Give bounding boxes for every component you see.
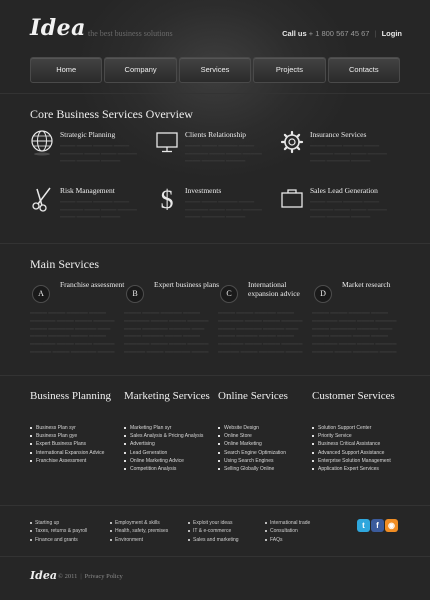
- placeholder-text: ▁▁▁▁ ▁▁▁▁ ▁▁▁▁▁ ▁▁▁▁ ▁▁▁▁▁▁ ▁▁▁▁ ▁▁▁▁ ▁▁▁▁▁ ▁▁▁▁ ▁▁▁▁▁▁ ▁▁▁▁▁: [310, 142, 387, 162]
- list-item[interactable]: International Expansion Advice: [30, 449, 122, 457]
- nav-projects[interactable]: Projects: [253, 57, 325, 83]
- footer-link[interactable]: Consultation: [265, 527, 310, 535]
- list-item[interactable]: Business Plan syr: [30, 424, 122, 432]
- list-item[interactable]: Competition Analysis: [124, 465, 216, 473]
- logo[interactable]: Idea: [30, 15, 86, 41]
- footer-link[interactable]: FAQs: [265, 536, 310, 544]
- column-heading: Customer Services: [312, 390, 395, 402]
- core-item-insurance-services[interactable]: [280, 130, 400, 178]
- column-online-services: [218, 390, 310, 473]
- list-item[interactable]: Priority Service: [312, 432, 404, 440]
- monitor-icon: [155, 130, 179, 156]
- core-item-title: Sales Lead Generation: [310, 186, 378, 195]
- placeholder-text: ▁▁▁▁ ▁▁▁▁ ▁▁▁▁▁ ▁▁▁▁ ▁▁▁▁▁▁ ▁▁▁▁ ▁▁▁▁ ▁▁▁▁▁ ▁▁▁▁ ▁▁▁▁▁▁ ▁▁▁▁▁: [60, 142, 137, 162]
- column-business-planning: [30, 390, 122, 465]
- top-bar: [282, 29, 402, 38]
- letter-badge: A: [32, 285, 50, 303]
- divider: [0, 505, 430, 506]
- core-item-clients-relationship[interactable]: [155, 130, 275, 178]
- core-item-title: Risk Management: [60, 186, 115, 195]
- core-item-title: Insurance Services: [310, 130, 367, 139]
- main-nav: [30, 57, 400, 83]
- privacy-policy-link[interactable]: Privacy Policy: [84, 573, 123, 580]
- list-item[interactable]: Marketing Plan syr: [124, 424, 216, 432]
- nav-services[interactable]: Services: [179, 57, 251, 83]
- footer-link[interactable]: Employment & skills: [110, 519, 168, 527]
- social-links: [357, 519, 398, 532]
- letter-badge: C: [220, 285, 238, 303]
- list-item[interactable]: Solution Support Center: [312, 424, 404, 432]
- copyright: [58, 573, 123, 580]
- link-list: [312, 424, 404, 473]
- list-item[interactable]: Online Store: [218, 432, 310, 440]
- nav-contacts[interactable]: Contacts: [328, 57, 400, 83]
- list-item[interactable]: Advanced Support Assistance: [312, 449, 404, 457]
- core-services-title: Core Business Services Overview: [30, 107, 193, 121]
- column-heading: Marketing Services: [124, 390, 210, 402]
- list-item[interactable]: Business Plan gye: [30, 432, 122, 440]
- list-item[interactable]: Search Engine Optimization: [218, 449, 310, 457]
- list-item[interactable]: Expert Business Plans: [30, 440, 122, 448]
- main-service-title: Expert business plans: [154, 280, 219, 289]
- link-list: [30, 424, 122, 465]
- placeholder-text: ▁▁▁▁ ▁▁▁▁ ▁▁▁▁▁ ▁▁▁▁ ▁▁▁▁▁▁ ▁▁▁▁ ▁▁▁▁ ▁▁▁▁▁ ▁▁▁▁ ▁▁▁▁▁▁ ▁▁▁▁▁ ▁▁▁ ▁▁▁▁ ▁▁▁▁▁ ▁▁▁▁ ▁▁▁▁ ▁▁▁▁▁▁ ▁▁▁▁ ▁▁▁▁ ▁▁▁▁▁ ▁▁▁▁▁ ▁▁▁▁ ▁▁▁▁▁▁ ▁▁▁▁: [124, 308, 209, 353]
- link-list: [124, 424, 216, 473]
- column-heading: Online Services: [218, 390, 288, 402]
- list-item[interactable]: Application Expert Services: [312, 465, 404, 473]
- list-item[interactable]: Business Critical Assistance: [312, 440, 404, 448]
- rss-icon[interactable]: ◉: [385, 519, 398, 532]
- main-service-b[interactable]: [124, 280, 219, 381]
- footer-column-1: [30, 519, 87, 544]
- core-item-sales-lead-generation[interactable]: [280, 186, 400, 234]
- main-service-d[interactable]: [312, 281, 402, 381]
- core-item-title: Strategic Planning: [60, 130, 116, 139]
- footer-logo[interactable]: Idea: [30, 569, 57, 582]
- divider: [0, 556, 430, 557]
- copyright-text: © 2011: [58, 573, 78, 580]
- call-label: Call us: [282, 29, 307, 38]
- link-list: [218, 424, 310, 473]
- footer-link[interactable]: Sales and marketing: [188, 536, 239, 544]
- placeholder-text: ▁▁▁▁ ▁▁▁▁ ▁▁▁▁▁ ▁▁▁▁ ▁▁▁▁▁▁ ▁▁▁▁ ▁▁▁▁ ▁▁▁▁▁ ▁▁▁▁ ▁▁▁▁▁▁ ▁▁▁▁▁ ▁▁▁ ▁▁▁▁ ▁▁▁▁▁ ▁▁▁▁ ▁▁▁▁ ▁▁▁▁▁▁ ▁▁▁▁ ▁▁▁▁ ▁▁▁▁▁ ▁▁▁▁▁ ▁▁▁▁ ▁▁▁▁▁▁ ▁▁▁▁: [30, 308, 115, 353]
- footer-link[interactable]: Finance and grants: [30, 536, 87, 544]
- footer-link[interactable]: Health, safety, premises: [110, 527, 168, 535]
- nav-company[interactable]: Company: [104, 57, 176, 83]
- list-item[interactable]: Using Search Engines: [218, 457, 310, 465]
- core-item-risk-management[interactable]: [30, 186, 150, 234]
- nav-home[interactable]: Home: [30, 57, 102, 83]
- footer-link[interactable]: International trade: [265, 519, 310, 527]
- divider: [0, 375, 430, 376]
- main-service-title: Market research: [342, 280, 391, 289]
- login-link[interactable]: Login: [381, 29, 402, 38]
- column-marketing-services: [124, 390, 216, 473]
- divider: [0, 243, 430, 244]
- list-item[interactable]: Website Design: [218, 424, 310, 432]
- svg-text:$: $: [160, 186, 174, 212]
- core-item-title: Investments: [185, 186, 222, 195]
- placeholder-text: ▁▁▁▁ ▁▁▁▁ ▁▁▁▁▁ ▁▁▁▁ ▁▁▁▁▁▁ ▁▁▁▁ ▁▁▁▁ ▁▁▁▁▁ ▁▁▁▁ ▁▁▁▁▁▁ ▁▁▁▁▁ ▁▁▁ ▁▁▁▁ ▁▁▁▁▁ ▁▁▁▁ ▁▁▁▁ ▁▁▁▁▁▁ ▁▁▁▁ ▁▁▁▁ ▁▁▁▁▁ ▁▁▁▁▁ ▁▁▁▁ ▁▁▁▁▁▁ ▁▁▁▁: [312, 308, 397, 353]
- footer-column-2: [110, 519, 168, 544]
- footer-column-3: [188, 519, 239, 544]
- divider: [0, 93, 430, 94]
- letter-badge: D: [314, 285, 332, 303]
- list-item[interactable]: Online Marketing Advice: [124, 457, 216, 465]
- list-item[interactable]: Selling Globally Online: [218, 465, 310, 473]
- divider: |: [374, 29, 377, 38]
- placeholder-text: ▁▁▁▁ ▁▁▁▁ ▁▁▁▁▁ ▁▁▁▁ ▁▁▁▁▁▁ ▁▁▁▁ ▁▁▁▁ ▁▁▁▁▁ ▁▁▁▁ ▁▁▁▁▁▁ ▁▁▁▁▁: [185, 142, 262, 162]
- column-customer-services: [312, 390, 404, 473]
- globe-icon: [30, 130, 54, 156]
- main-services-title: Main Services: [30, 257, 99, 271]
- core-item-strategic-planning[interactable]: [30, 130, 150, 178]
- briefcase-icon: [280, 186, 304, 212]
- dollar-icon: [155, 186, 179, 212]
- footer-link[interactable]: Exploit your ideas: [188, 519, 239, 527]
- tagline: the best business solutions: [88, 29, 173, 38]
- main-service-a[interactable]: [30, 280, 125, 381]
- divider: |: [80, 573, 82, 580]
- header: [0, 0, 430, 50]
- main-service-c[interactable]: [218, 281, 308, 381]
- placeholder-text: ▁▁▁▁ ▁▁▁▁ ▁▁▁▁▁ ▁▁▁▁ ▁▁▁▁▁▁ ▁▁▁▁ ▁▁▁▁ ▁▁▁▁▁ ▁▁▁▁ ▁▁▁▁▁▁ ▁▁▁▁▁: [185, 198, 262, 218]
- twitter-icon[interactable]: t: [357, 519, 370, 532]
- list-item[interactable]: Online Marketing: [218, 440, 310, 448]
- facebook-icon[interactable]: f: [371, 519, 384, 532]
- column-heading: Business Planning: [30, 390, 111, 402]
- placeholder-text: ▁▁▁▁ ▁▁▁▁ ▁▁▁▁▁ ▁▁▁▁ ▁▁▁▁▁▁ ▁▁▁▁ ▁▁▁▁ ▁▁▁▁▁ ▁▁▁▁ ▁▁▁▁▁▁ ▁▁▁▁▁: [310, 198, 387, 218]
- footer-link[interactable]: IT & e-commerce: [188, 527, 239, 535]
- footer-link[interactable]: Starting up: [30, 519, 87, 527]
- placeholder-text: ▁▁▁▁ ▁▁▁▁ ▁▁▁▁▁ ▁▁▁▁ ▁▁▁▁▁▁ ▁▁▁▁ ▁▁▁▁ ▁▁▁▁▁ ▁▁▁▁ ▁▁▁▁▁▁ ▁▁▁▁▁ ▁▁▁ ▁▁▁▁ ▁▁▁▁▁ ▁▁▁▁ ▁▁▁▁ ▁▁▁▁▁▁ ▁▁▁▁ ▁▁▁▁ ▁▁▁▁▁ ▁▁▁▁▁ ▁▁▁▁ ▁▁▁▁▁▁ ▁▁▁▁: [218, 308, 303, 353]
- footer-link[interactable]: Environment: [110, 536, 168, 544]
- letter-badge: B: [126, 285, 144, 303]
- scissors-icon: [30, 186, 54, 212]
- list-item[interactable]: Sales Analysis & Pricing Analysis: [124, 432, 216, 440]
- phone-number: + 1 800 567 45 67: [308, 29, 370, 38]
- core-item-investments[interactable]: [155, 186, 275, 234]
- main-service-title: International expansion advice: [248, 280, 300, 298]
- core-item-title: Clients Relationship: [185, 130, 247, 139]
- list-item[interactable]: Advertising: [124, 440, 216, 448]
- list-item[interactable]: Enterprise Solution Management: [312, 457, 404, 465]
- list-item[interactable]: Lead Generation: [124, 449, 216, 457]
- footer-link[interactable]: Taxes, returns & payroll: [30, 527, 87, 535]
- main-service-title: Franchise assessment: [60, 280, 125, 289]
- gear-icon: [280, 130, 304, 156]
- footer-column-4: [265, 519, 310, 544]
- placeholder-text: ▁▁▁▁ ▁▁▁▁ ▁▁▁▁▁ ▁▁▁▁ ▁▁▁▁▁▁ ▁▁▁▁ ▁▁▁▁ ▁▁▁▁▁ ▁▁▁▁ ▁▁▁▁▁▁ ▁▁▁▁▁: [60, 198, 137, 218]
- list-item[interactable]: Franchise Assessment: [30, 457, 122, 465]
